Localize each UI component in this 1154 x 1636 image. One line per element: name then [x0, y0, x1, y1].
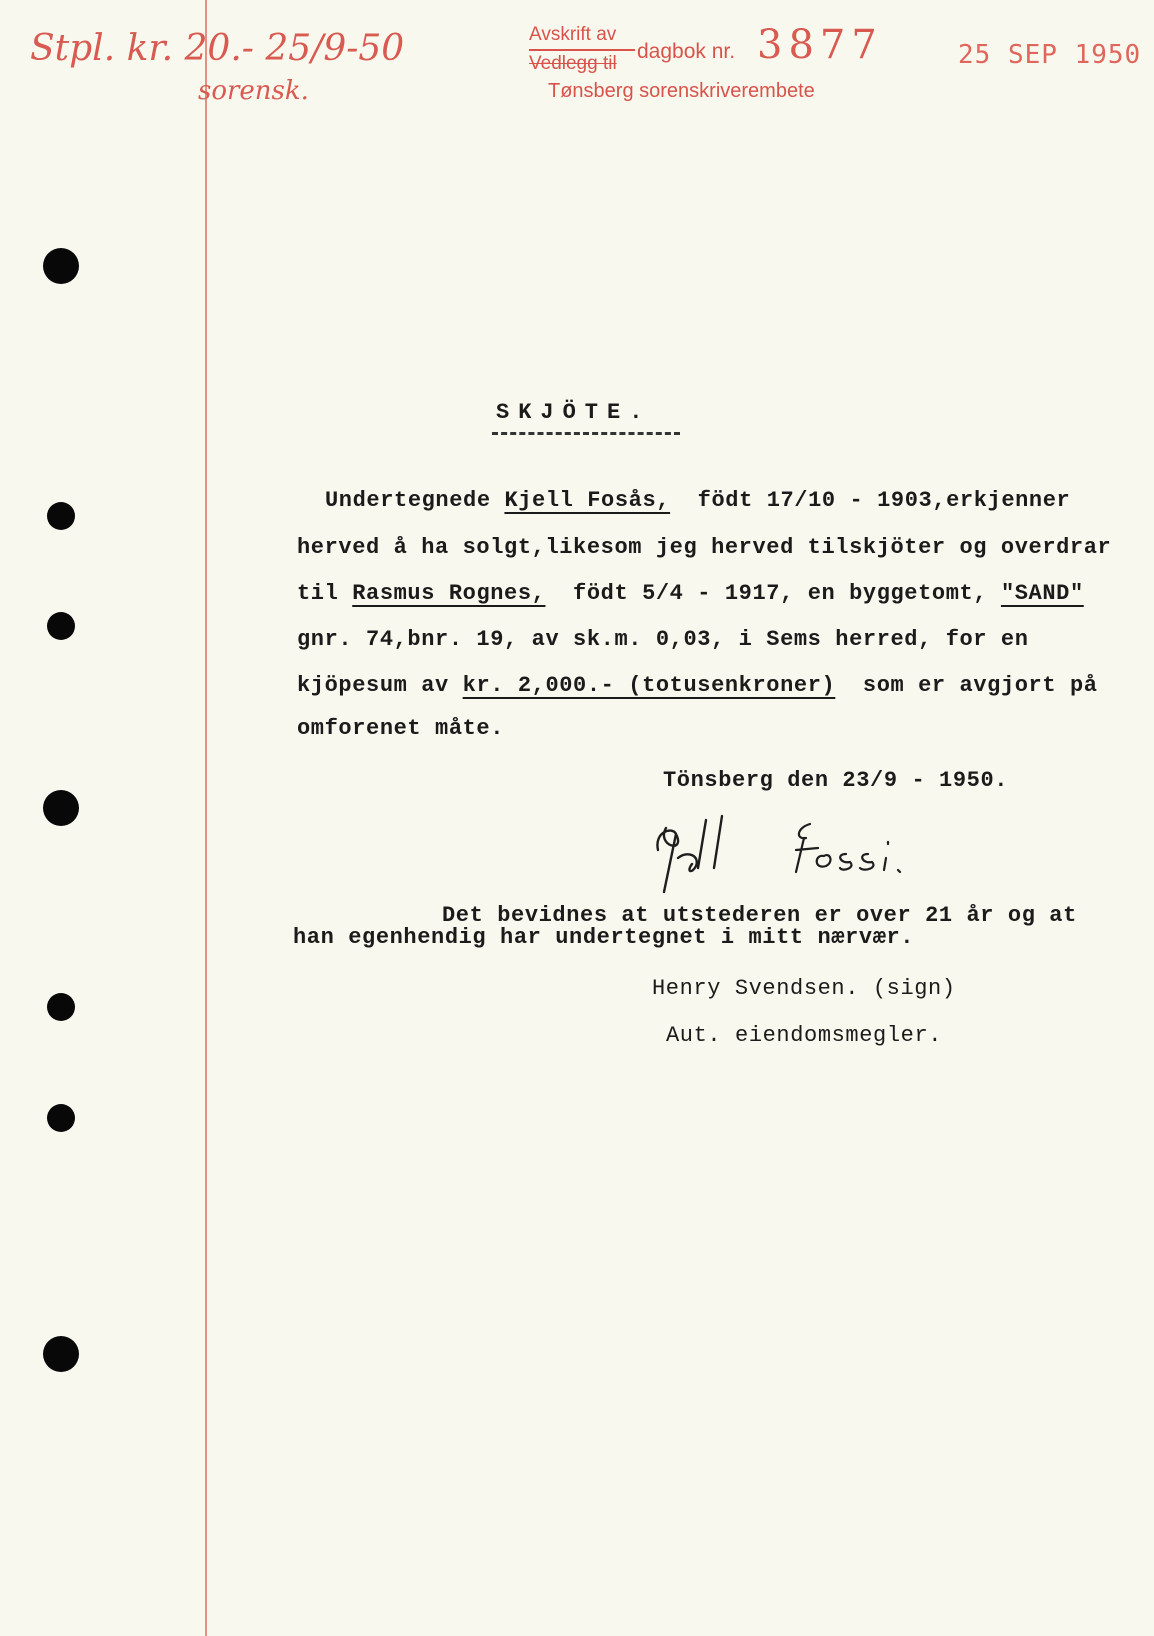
witness-title: Aut. eiendomsmegler. — [666, 1023, 943, 1048]
punch-hole — [47, 993, 75, 1021]
header-divider — [529, 49, 635, 51]
witness-name: Henry Svendsen. (sign) — [652, 976, 956, 1001]
copy-label: Avskrift av — [529, 24, 617, 45]
place-date: Tönsberg den 23/9 - 1950. — [663, 768, 1009, 793]
body-line-4: gnr. 74,bnr. 19, av sk.m. 0,03, i Sems herred, for en — [297, 627, 1029, 652]
margin-initials: sorensk. — [198, 76, 309, 106]
body-line-3 — [297, 581, 1084, 606]
body-line-6: omforenet måte. — [297, 716, 505, 741]
text-segment: til — [297, 581, 353, 606]
body-line-1 — [325, 488, 1070, 513]
attachment-label: Vedlegg til — [529, 53, 617, 74]
witness-line-1: Det bevidnes at utstederen er over 21 år og at — [442, 903, 1077, 928]
body-line-2: herved å ha solgt,likesom jeg herved tilskjöter og overdrar — [297, 535, 1112, 560]
text-segment: som er avgjort på — [835, 673, 1098, 698]
text-segment: födt 17/10 - 1903,erkjenner — [670, 488, 1071, 513]
journal-label: dagbok nr. — [637, 40, 736, 63]
punch-hole — [47, 502, 75, 530]
punch-hole — [47, 1104, 75, 1132]
body-line-5 — [297, 673, 1098, 698]
document-title: SKJÖTE. — [496, 400, 652, 425]
date-stamp: 25 SEP 1950 — [958, 40, 1142, 70]
seller-signature — [646, 806, 936, 896]
title-underline — [492, 432, 680, 435]
buyer-name: Rasmus Rognes, — [352, 581, 546, 606]
punch-hole — [43, 1336, 79, 1372]
text-segment: födt 5/4 - 1917, en byggetomt, — [545, 581, 1001, 606]
punch-hole — [43, 790, 79, 826]
text-segment: Undertegnede — [325, 488, 505, 513]
margin-line — [205, 0, 207, 1636]
property-name: "SAND" — [1000, 581, 1084, 606]
punch-hole — [43, 248, 79, 284]
seller-name: Kjell Fosås, — [504, 488, 671, 513]
margin-fee-note: Stpl. kr. 20.- 25/9-50 — [30, 28, 405, 69]
witness-line-2: han egenhendig har undertegnet i mitt nærvær. — [293, 925, 915, 950]
punch-hole — [47, 612, 75, 640]
office-label: Tønsberg sorenskriverembete — [548, 80, 815, 102]
purchase-amount: kr. 2,000.- (totusenkroner) — [462, 673, 836, 698]
journal-number: 3877 — [757, 22, 883, 68]
text-segment: kjöpesum av — [297, 673, 463, 698]
